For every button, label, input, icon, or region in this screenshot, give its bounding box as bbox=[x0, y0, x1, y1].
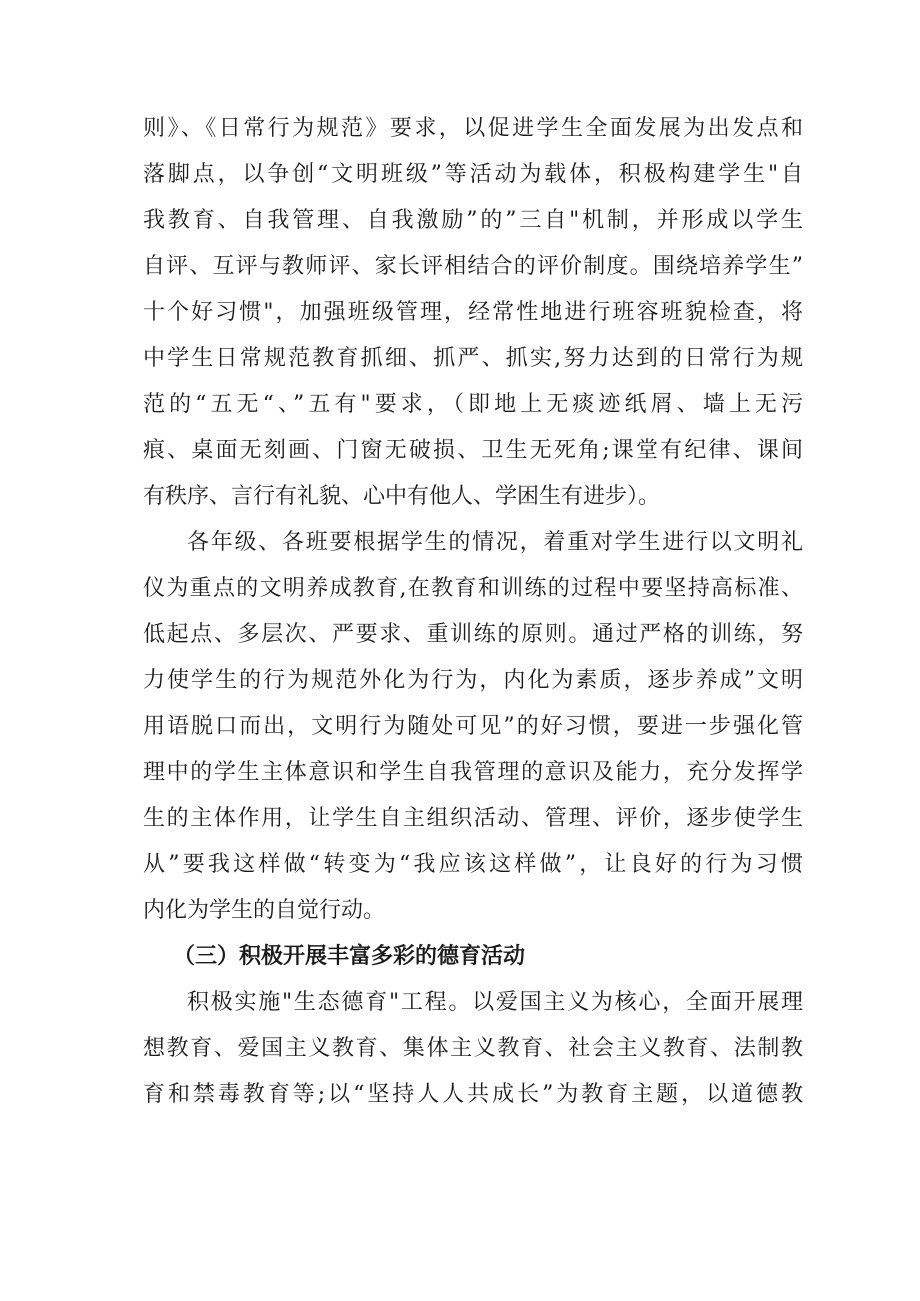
paragraph-line: 十个好习惯"，加强班级管理，经常性地进行班容班貌检查，将 bbox=[143, 300, 803, 325]
paragraph-line: 用语脱口而出，文明行为随处可见”的好习惯，要进一步强化管 bbox=[143, 714, 803, 739]
paragraph-line: 我教育、自我管理、自我激励”的”三自"机制，并形成以学生 bbox=[143, 208, 803, 233]
paragraph-3 bbox=[143, 980, 803, 1118]
paragraph-line: 积极实施"生态德育"工程。以爱国主义为核心，全面开展理 bbox=[187, 990, 803, 1015]
paragraph-line: 低起点、多层次、严要求、重训练的原则。通过严格的训练，努 bbox=[143, 622, 803, 647]
paragraph-line: 仪为重点的文明养成教育,在教育和训练的过程中要坚持高标准、 bbox=[143, 576, 803, 601]
paragraph-line: 力使学生的行为规范外化为行为，内化为素质，逐步养成”文明 bbox=[143, 668, 803, 693]
paragraph-line: 中学生日常规范教育抓细、抓严、抓实,努力达到的日常行为规 bbox=[143, 346, 803, 371]
paragraph-line: 育和禁毒教育等;以“坚持人人共成长”为教育主题，以道德教 bbox=[143, 1082, 803, 1107]
paragraph-line: 想教育、爱国主义教育、集体主义教育、社会主义教育、法制教 bbox=[143, 1036, 803, 1061]
paragraph-line: 范的“五无“、”五有"要求，（即地上无痰迹纸屑、墙上无污 bbox=[143, 392, 803, 417]
paragraph-line: 有秩序、言行有礼貌、心中有他人、学困生有进步）。 bbox=[143, 484, 661, 509]
document-body bbox=[143, 106, 803, 1118]
paragraph-line: 从”要我这样做“转变为“我应该这样做”，让良好的行为习惯 bbox=[143, 852, 803, 877]
paragraph-line: 自评、互评与教师评、家长评相结合的评价制度。围绕培养学生” bbox=[143, 254, 803, 279]
paragraph-2 bbox=[143, 520, 803, 934]
paragraph-1 bbox=[143, 106, 803, 520]
paragraph-line: 内化为学生的自觉行动。 bbox=[143, 898, 386, 923]
paragraph-line: 痕、桌面无刻画、门窗无破损、卫生无死角;课堂有纪律、课间 bbox=[143, 438, 803, 463]
paragraph-line: 生的主体作用，让学生自主组织活动、管理、评价，逐步使学生 bbox=[143, 806, 803, 831]
paragraph-line: 落脚点，以争创“文明班级”等活动为载体，积极构建学生"自 bbox=[143, 162, 803, 187]
paragraph-line: 则》、《日常行为规范》要求，以促进学生全面发展为出发点和 bbox=[143, 116, 803, 141]
section-heading: （三）积极开展丰富多彩的德育活动 bbox=[173, 944, 526, 969]
paragraph-line: 理中的学生主体意识和学生自我管理的意识及能力，充分发挥学 bbox=[143, 760, 803, 785]
paragraph-line: 各年级、各班要根据学生的情况，着重对学生进行以文明礼 bbox=[187, 530, 803, 555]
